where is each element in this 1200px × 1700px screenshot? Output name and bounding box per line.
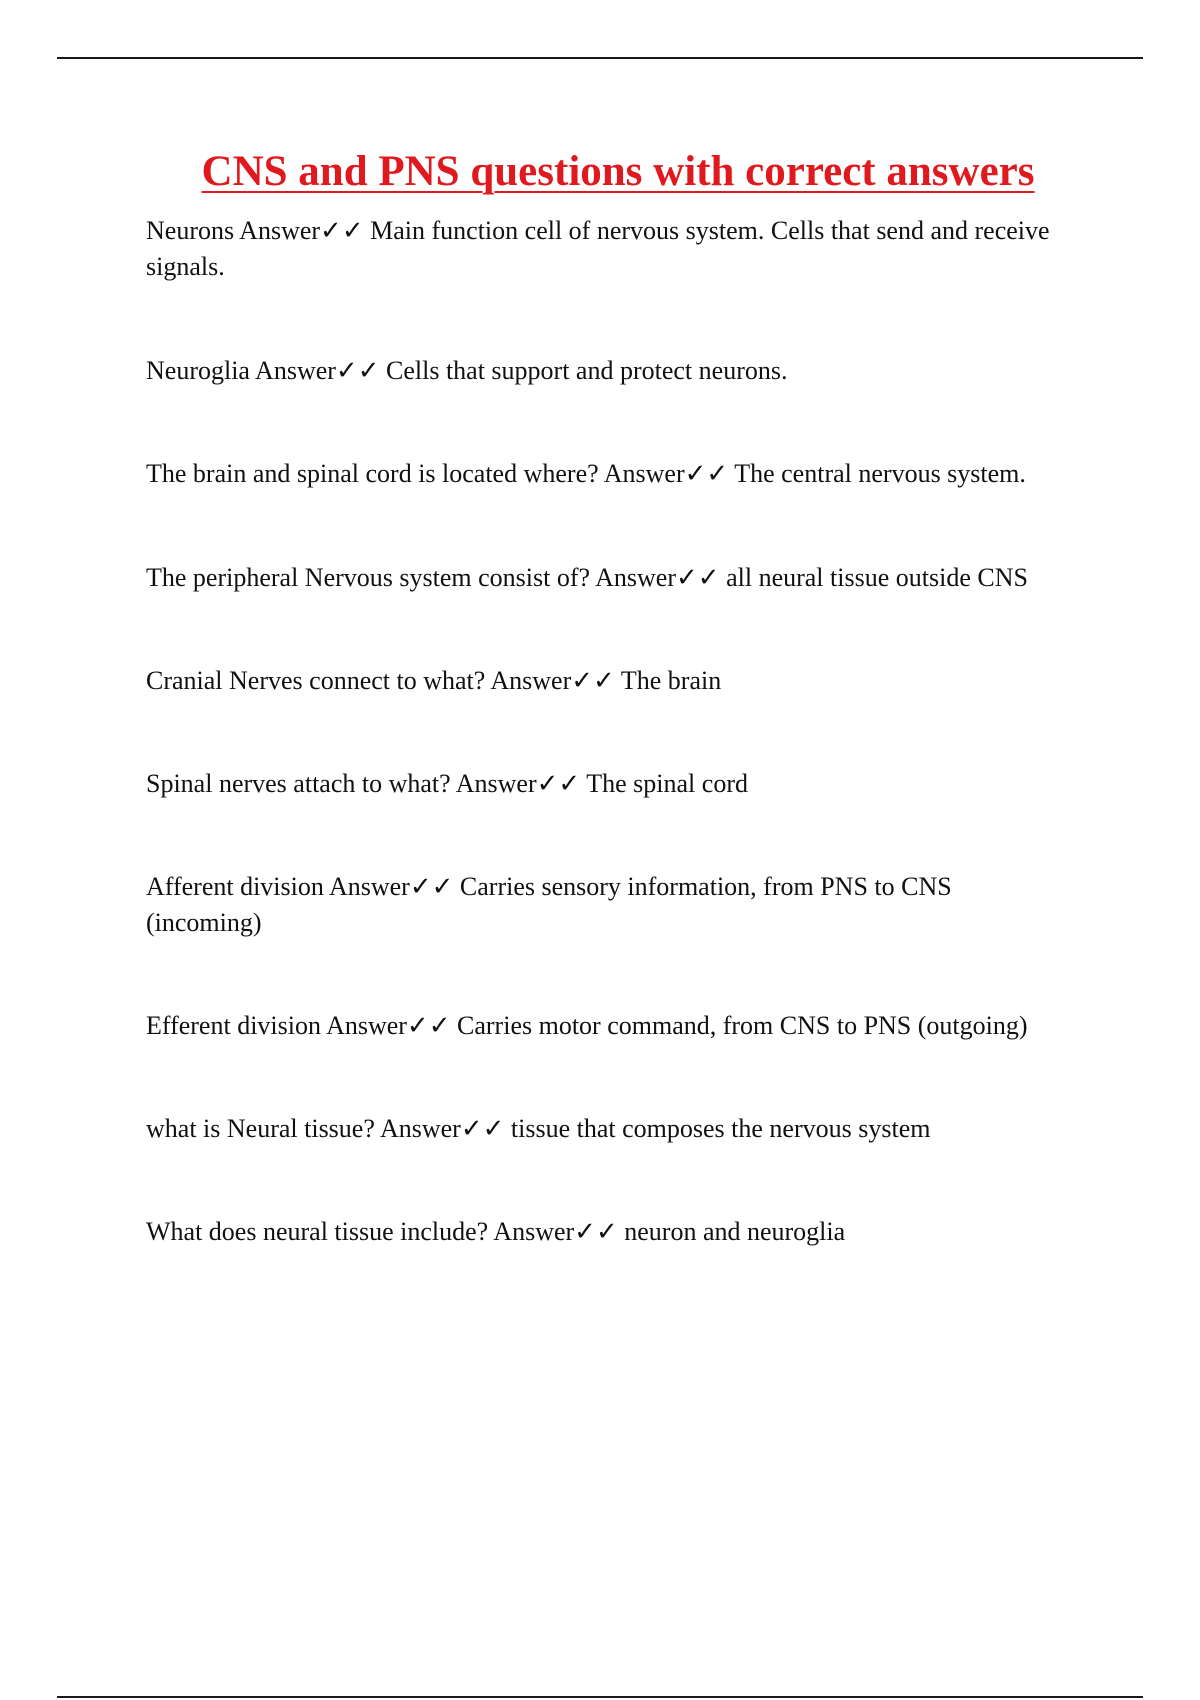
bottom-rule [57, 1696, 1143, 1698]
question-text: Cranial Nerves connect to what? [146, 666, 486, 695]
page-title: CNS and PNS questions with correct answers [201, 148, 1035, 195]
qa-item [146, 1008, 1066, 1044]
answer-text: Cells that support and protect neurons. [386, 356, 788, 385]
answer-marker: Answer✓✓ [595, 563, 720, 592]
question-text: Neurons [146, 216, 235, 245]
answer-text: tissue that composes the nervous system [510, 1114, 931, 1143]
qa-item [146, 560, 1066, 596]
answer-text: The brain [620, 666, 722, 695]
qa-item [146, 1111, 1066, 1147]
question-text: Afferent division [146, 872, 324, 901]
answer-marker: Answer✓✓ [490, 666, 615, 695]
qa-item [146, 456, 1066, 492]
qa-item [146, 766, 1066, 802]
question-text: Spinal nerves attach to what? [146, 769, 451, 798]
question-text: Efferent division [146, 1011, 321, 1040]
question-text: The peripheral Nervous system consist of? [146, 563, 591, 592]
answer-marker: Answer✓✓ [379, 1114, 505, 1143]
answer-marker: Answer✓✓ [255, 356, 380, 385]
answer-text: The spinal cord [586, 769, 748, 798]
question-text: Neuroglia [146, 356, 250, 385]
qa-item [146, 213, 1066, 285]
answer-marker: Answer✓✓ [493, 1217, 618, 1246]
answer-text: Main function cell of nervous system. Cells that send and receive signals. [146, 216, 1050, 281]
answer-text: all neural tissue outside CNS [726, 563, 1028, 592]
qa-item [146, 1214, 1066, 1250]
qa-item [146, 869, 1066, 941]
question-text: The brain and spinal cord is located where? [146, 459, 599, 488]
question-text: what is Neural tissue? [146, 1114, 375, 1143]
answer-marker: Answer✓✓ [326, 1011, 451, 1040]
answer-text: The central nervous system. [734, 459, 1026, 488]
answer-marker: Answer✓✓ [239, 216, 364, 245]
answer-text: Carries motor command, from CNS to PNS (outgoing) [457, 1011, 1028, 1040]
qa-item [146, 353, 1066, 389]
qa-list [146, 213, 1066, 1250]
top-rule [57, 57, 1143, 59]
answer-marker: Answer✓✓ [603, 459, 729, 488]
answer-marker: Answer✓✓ [455, 769, 581, 798]
qa-item [146, 663, 1066, 699]
answer-text: Carries sensory information, from PNS to CNS (incoming) [146, 872, 952, 937]
answer-marker: Answer✓✓ [328, 872, 454, 901]
answer-text: neuron and neuroglia [624, 1217, 846, 1246]
question-text: What does neural tissue include? [146, 1217, 489, 1246]
